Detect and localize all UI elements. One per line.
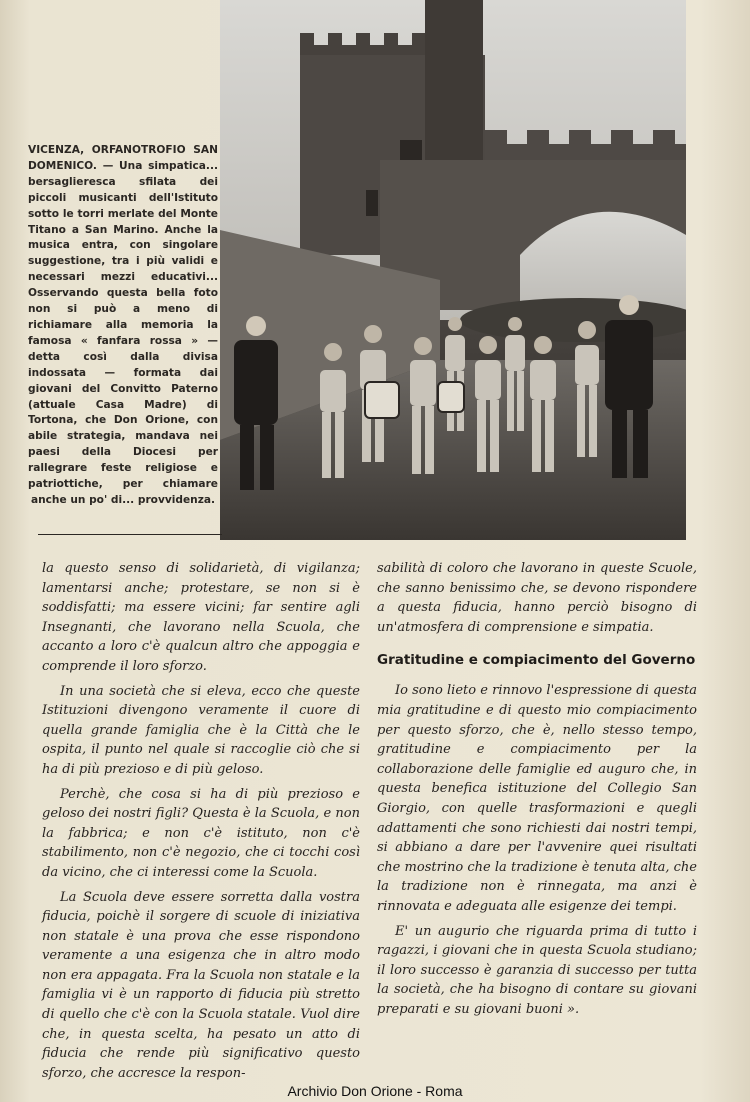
band-photo: [220, 0, 686, 540]
left-column: [42, 559, 360, 1088]
caption-heading: VICENZA, ORFANOTROFIO SAN DOMENICO. —: [28, 144, 218, 172]
street-lamp: [366, 190, 378, 216]
right-paragraph: Io sono lieto e rinnovo l'espressione di questa mia gratitudine e di questo mio compiacimento per questo sforzo, che è, nello stesso tempo, gratitudine e compiacimento per la collaborazione delle famiglie ed auguro che, in questa benefica istituzione del Collegio San Giorgio, con quelle trasformazioni e quegli adattamenti che sono richiesti dai nostri tempi, si abbiano a dare per l'avvenire quei risultati che mostrino che la tradizione è tenuta alta, che la tradizione non è rinnegata, ma anzi è rinnovata e adeguata alle esigenze dei tempi.: [377, 683, 697, 914]
right-paragraph: E' un augurio che riguarda prima di tutto i ragazzi, i giovani che in questa Scuola studiano; il loro successo è garanzia di successo per tutta la società, che ha bisogno di contare su giovani preparati e su giovani buoni ».: [377, 923, 697, 1017]
caption-body: Una simpatica... bersaglieresca sfilata dei piccoli musicanti dell'Istituto sotto le torri merlate del Monte Titano a San Marino. Anche la musica entra, con singolare suggestione, tra i più validi e necessari mezzi educativi... Osservando questa bella foto non si può a meno di richiamare alla memoria la famosa « fanfara rossa » — detta così dalla divisa indossata — formata dai giovani del Convitto Paterno (attuale Casa Madre) di Tortona, che Don Orione, con abile strategia, mandava nei paesi della Diocesi per rallegrare feste religiose e patriottiche, per chiamare anche un po' di... provvidenza.: [28, 159, 218, 506]
right-column: [377, 559, 697, 1024]
tower-upper: [425, 0, 483, 160]
archive-footer: Archivio Don Orione - Roma: [287, 1083, 463, 1099]
left-paragraph: la questo senso di solidarietà, di vigilanza; lamentarsi anche; protestare, se non si è soddisfatti; ma essere vicini; far sentire agli Insegnanti, che lavorano nella Scuola, che accanto a loro c'è qualcun altro che appoggia e comprende il loro sforzo.: [42, 561, 360, 674]
section-heading: Gratitudine e compiacimento del Governo: [377, 652, 696, 669]
left-paragraph: Perchè, che cosa si ha di più prezioso e geloso dei nostri figli? Questa è la Scuola, e non la fabbrica; e non c'è istituto, non c'è stabilimento, non c'è negozio, che ci tocchi così da vicino, che ci interessi come la Scuola.: [42, 786, 360, 880]
left-paragraph: In una società che si eleva, ecco che queste Istituzioni divengono veramente il cuore di quella grande famiglia che è la Città che le ospita, il punto nel quale si raccoglie ciò che si ha di più prezioso e di più geloso.: [42, 683, 360, 777]
left-paragraph: La Scuola deve essere sorretta dalla vostra fiducia, poichè il sorgere di scuole di iniziativa non statale è una prova che esse rispondono veramente a una esigenza che in altro modo non era appagata. Fra la Scuola non statale e la famiglia vi è un rapporto di fiducia più stretto di quello che c'è con la Scuola statale. Vuol dire che, in questa scelta, ha pesato un atto di fiducia che rende più significativo questo sforzo, che accresce la respon-: [42, 889, 360, 1081]
right-paragraph-top: sabilità di coloro che lavorano in queste Scuole, che sanno benissimo che, se devono rispondere a questa fiducia, hanno perciò bisogno di un'atmosfera di comprensione e simpatia.: [377, 561, 697, 635]
band-photo-illustration: [220, 0, 686, 540]
caption-divider: [38, 534, 222, 535]
photo-caption: [28, 143, 218, 509]
